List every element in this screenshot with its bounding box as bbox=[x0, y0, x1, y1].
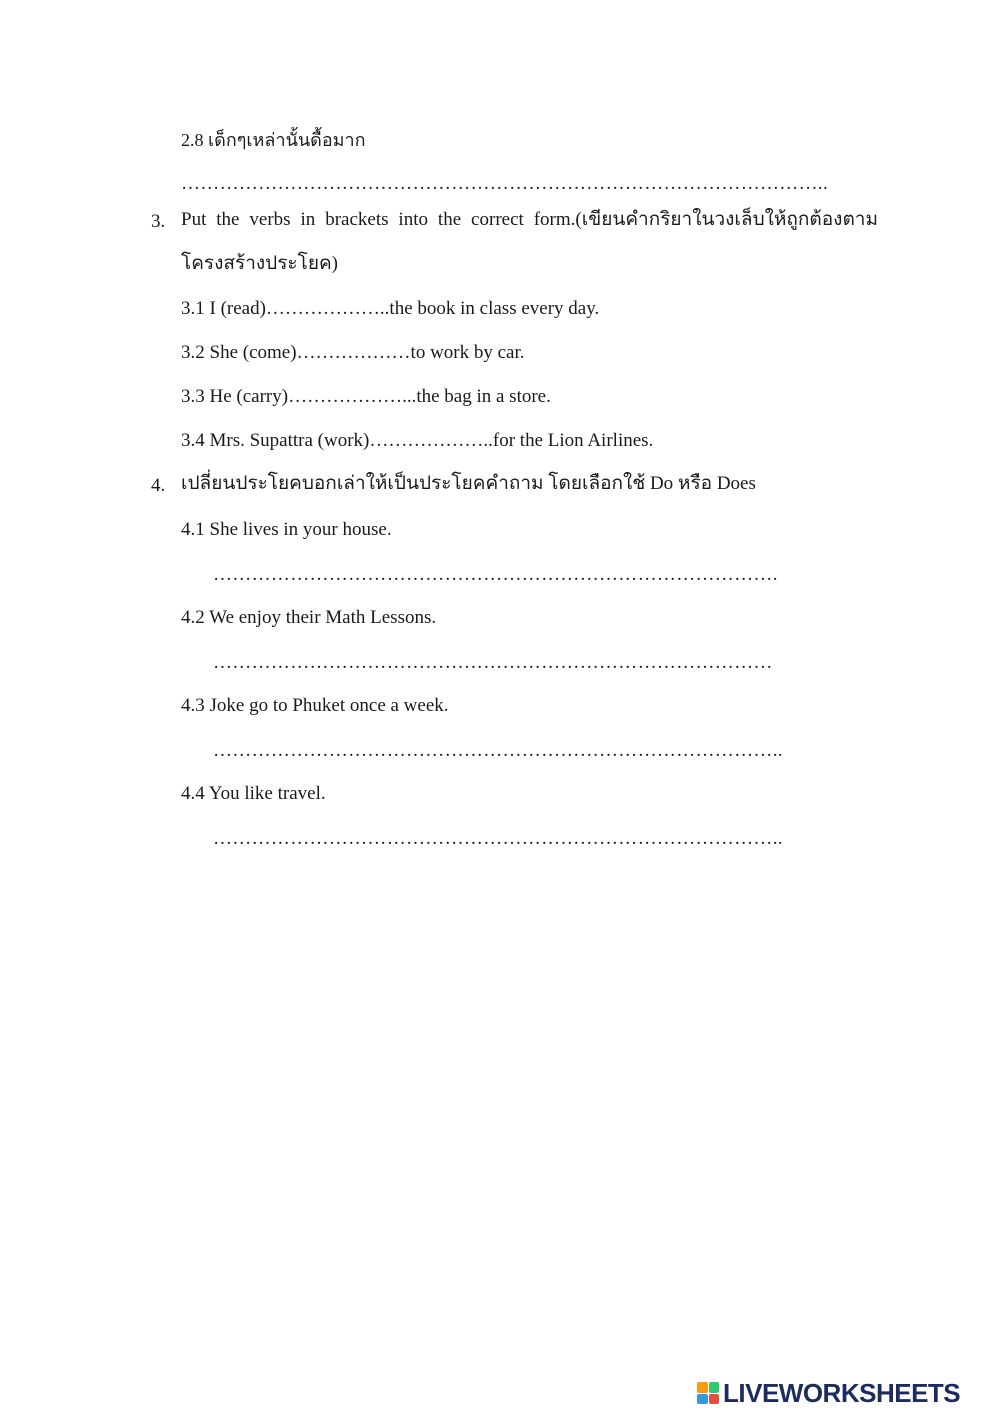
question-3-item-2[interactable]: 3.2 She (come)………………to work by car. bbox=[181, 342, 525, 363]
liveworksheets-logo-icon bbox=[697, 1382, 719, 1404]
logo-tile bbox=[697, 1394, 708, 1405]
question-4-item-3-prompt: 4.3 Joke go to Phuket once a week. bbox=[181, 695, 449, 716]
liveworksheets-logo[interactable] bbox=[697, 1380, 960, 1406]
question-4-instruction: เปลี่ยนประโยคบอกเล่าให้เป็นประโยคคำถาม โดยเลือกใช้ Do หรือ Does bbox=[181, 473, 756, 494]
question-4-number: 4. bbox=[151, 475, 166, 496]
question-3-instruction-line2: โครงสร้างประโยค) bbox=[181, 253, 338, 274]
liveworksheets-logo-text: LIVEWORKSHEETS bbox=[723, 1378, 961, 1408]
question-4-item-1-answer-line[interactable]: ……………………………………………………………………………. bbox=[213, 564, 778, 585]
logo-tile bbox=[709, 1394, 720, 1405]
item-2-8-answer-line[interactable]: ……………………………………………………………………………………….. bbox=[181, 173, 828, 194]
question-4-item-4-prompt: 4.4 You like travel. bbox=[181, 783, 326, 804]
logo-tile bbox=[709, 1382, 720, 1393]
question-4-item-1-prompt: 4.1 She lives in your house. bbox=[181, 519, 392, 540]
question-3-item-1[interactable]: 3.1 I (read)………………..the book in class every day. bbox=[181, 298, 600, 319]
question-4-item-2-answer-line[interactable]: …………………………………………………………………………… bbox=[213, 652, 773, 673]
question-3-instruction-line1: Put the verbs in brackets into the correct form.(เขียนคำกริยาในวงเล็บให้ถูกต้องตาม bbox=[181, 209, 878, 230]
question-4-item-4-answer-line[interactable]: …………………………………………………………………………….. bbox=[213, 828, 783, 849]
question-4-item-2-prompt: 4.2 We enjoy their Math Lessons. bbox=[181, 607, 437, 628]
logo-tile bbox=[697, 1382, 708, 1393]
item-2-8-prompt: 2.8 เด็กๆเหล่านั้นดื้อมาก bbox=[181, 130, 366, 150]
question-3-number: 3. bbox=[151, 211, 166, 232]
question-3-item-3[interactable]: 3.3 He (carry)………………...the bag in a store. bbox=[181, 386, 551, 407]
question-3-item-4[interactable]: 3.4 Mrs. Supattra (work)………………..for the Lion Airlines. bbox=[181, 430, 654, 451]
question-4-item-3-answer-line[interactable]: …………………………………………………………………………….. bbox=[213, 740, 783, 761]
